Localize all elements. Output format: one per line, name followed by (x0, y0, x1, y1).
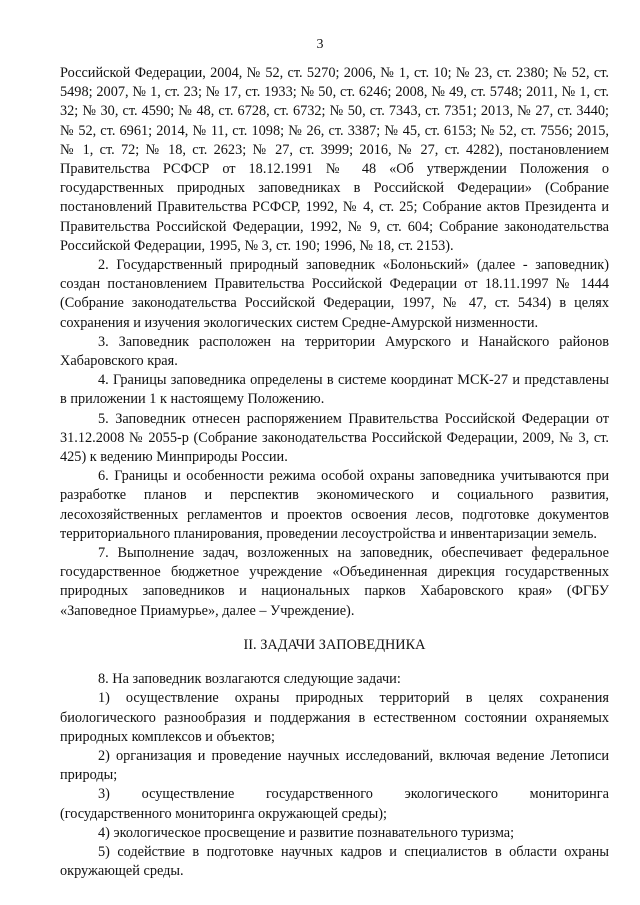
paragraph-7: 7. Выполнение задач, возложенных на заповедник, обеспечивает федеральное государственное бюджетное учреждение «Объединенная дирекция государственных природных заповедников и национальных парков Хабаровского края» (ФГБУ «Заповедное Приамурье», далее – Учреждение). (60, 545, 609, 619)
paragraph-5: 5. Заповедник отнесен распоряжением Правительства Российской Федерации от 31.12.2008 № 2055-р (Собрание законодательства Российской Федерации, 2009, № 3, ст. 425) к ведению Минприроды России. (60, 410, 609, 466)
paragraph-4: 4. Границы заповедника определены в системе координат МСК-27 и представлены в приложении 1 к настоящему Положению. (60, 372, 609, 408)
paragraph-citations-continued: Российской Федерации, 2004, № 52, ст. 5270; 2006, № 1, ст. 10; № 23, ст. 2380; № 52, ст. 5498; 2007, № 1, ст. 23; № 17, ст. 1933; № 50, ст. 6246; 2008, № 49, ст. 5748; 2011, № 1, ст. 32; № 30, ст. 4590; № 48, ст. 6728, ст. 6732; № 50, ст. 7343, ст. 7351; 2013, № 27, ст. 3440; № 52, ст. 6961; 2014, № 11, ст. 1098; № 26, ст. 3387; № 45, ст. 6153; № 52, ст. 7556; 2015, № 1, ст. 72; № 18, ст. 2623; № 27, ст. 3999; 2016, № 27, ст. 4282), постановлением Правительства РСФСР от 18.12.1991 № 48 «Об утверждении Положения о государственных природных заповедниках в Российской Федерации» (Собрание постановлений Правительства РСФСР, 1992, № 4, ст. 25; Собрание актов Президента и Правительства Российской Федерации, 1992, № 9, ст. 604; Собрание законодательства Российской Федерации, 1995, № 3, ст. 190; 1996, № 18, ст. 2153). (60, 65, 609, 254)
section-heading: II. ЗАДАЧИ ЗАПОВЕДНИКА (243, 636, 426, 653)
paragraph-6: 6. Границы и особенности режима особой охраны заповедника учитываются при разработке планов и перспектив экономического и социального развития, лесохозяйственных регламентов и проектов освоения лесов, подготовке документов территориального планирования, проведении лесоустройства и инвентаризации земель. (60, 468, 609, 542)
paragraph-2: 2. Государственный природный заповедник «Болоньский» (далее - заповедник) создан постановлением Правительства Российской Федерации от 18.11.1997 № 1444 (Собрание законодательства Российской Федерации, 1997, № 47, ст. 5434) в целях сохранения и изучения экологических систем Средне-Амурской низменности. (60, 257, 609, 331)
task-item-5: 5) содействие в подготовке научных кадров и специалистов в области охраны окружающей среды. (60, 843, 609, 880)
paragraph-3: 3. Заповедник расположен на территории Амурского и Нанайского районов Хабаровского края. (60, 333, 609, 370)
task-item-1: 1) осуществление охраны природных территорий в целях сохранения биологического разнообразия и поддержания в естественном состоянии охраняемых природных комплексов и объектов; (60, 690, 609, 745)
task-item-4: 4) экологическое просвещение и развитие познавательного туризма; (98, 824, 515, 841)
page-number: 3 (316, 37, 324, 52)
document-body (60, 64, 609, 881)
task-item-3: 3) осуществление государственного экологического мониторинга (государственного мониторинга окружающей среды); (60, 786, 609, 822)
paragraph-8-intro: 8. На заповедник возлагаются следующие задачи: (98, 671, 401, 688)
task-item-2: 2) организация и проведение научных исследований, включая ведение Летописи природы; (60, 747, 609, 784)
